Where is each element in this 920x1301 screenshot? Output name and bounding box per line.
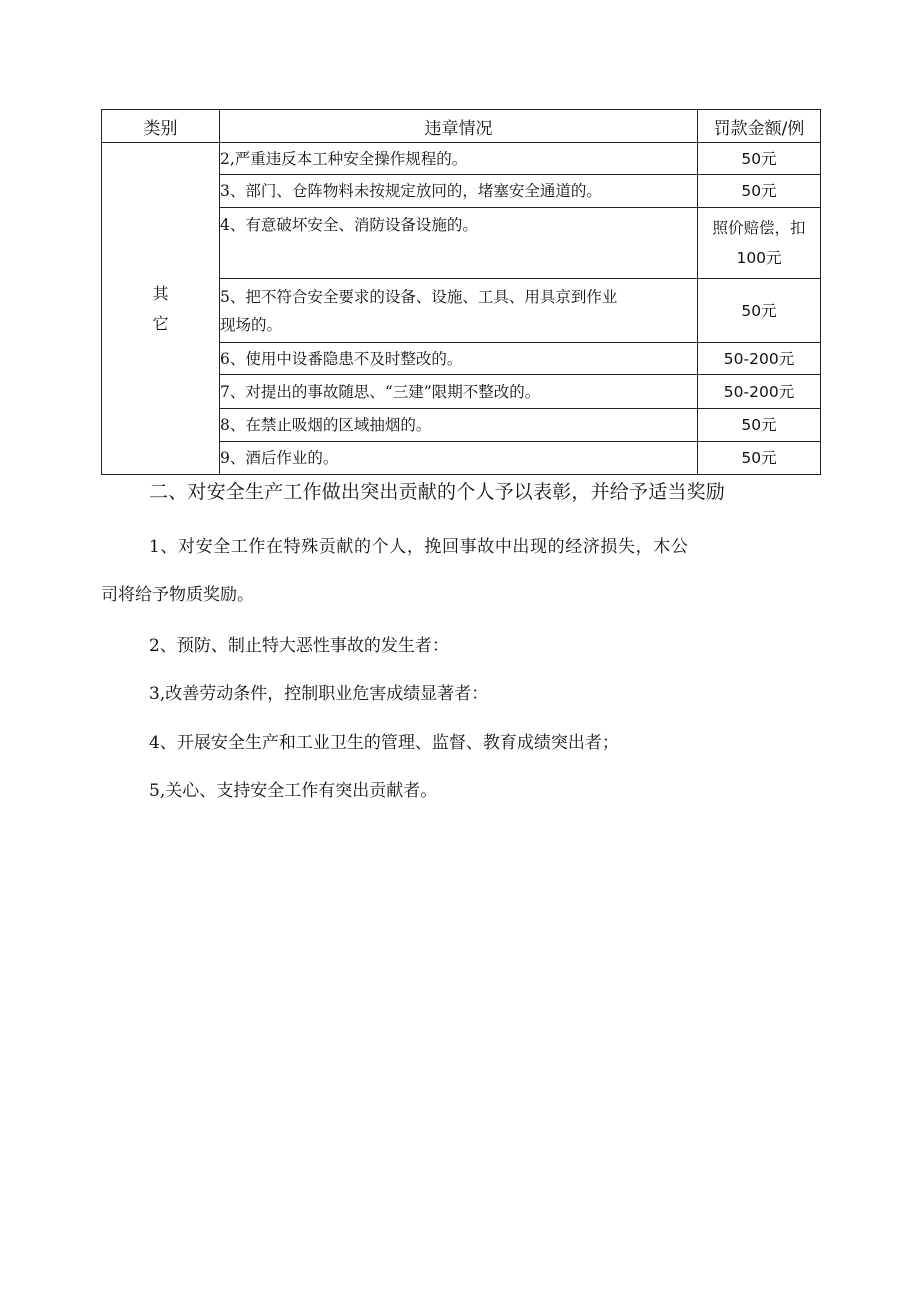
fine-amount: 50-200元 (698, 343, 821, 375)
reward-item-3: 3,改善劳动条件，控制职业危害成绩显著者： (149, 684, 489, 704)
fine-amount: 50元 (698, 409, 821, 442)
violation-fine-table (101, 109, 821, 475)
table-row (102, 143, 821, 175)
fine-amount: 50元 (698, 175, 821, 208)
fine-line: 100元 (736, 249, 782, 267)
category-line: 它 (152, 313, 169, 333)
violation-desc: 7、对提出的事故随思、“三建”限期不整改的。 (220, 375, 698, 409)
violation-desc (220, 279, 698, 343)
fine-amount: 50元 (698, 143, 821, 175)
fine-amount (698, 208, 821, 279)
category-cell (102, 143, 220, 475)
violation-desc: 3、部门、仓阵物料未按规定放冋的，堵塞安全通道的。 (220, 175, 698, 208)
violation-desc: 6、使用中设番隐患不及时整改的。 (220, 343, 698, 375)
fine-amount: 50-200元 (698, 375, 821, 409)
reward-item-2: 2、预防、制止特大恶性事故的发生者： (149, 636, 449, 656)
table-header-row (102, 110, 821, 143)
fine-line: 照价赔偿，扣 (712, 219, 806, 237)
reward-item-1-line-1: 1、对安全工作在特殊贡献的个人，挽回事故中出现的经济损失，木公 (149, 537, 689, 557)
violation-desc: 2,严重违反本工种安全操作规程的。 (220, 143, 698, 175)
reward-item-4: 4、开展安全生产和工业卫生的管理、监督、教育成绩突出者； (149, 733, 619, 753)
violation-desc: 4、有意破坏安全、消防设备设施的。 (220, 208, 698, 279)
fine-amount: 50元 (698, 279, 821, 343)
violation-desc: 8、在禁止吸烟的区域抽烟的。 (220, 409, 698, 442)
section-heading: 二、对安全生产工作做出突出贡献的个人予以表彰，并给予适当奖励 (149, 481, 726, 503)
fine-amount: 50元 (698, 442, 821, 475)
header-fine: 罚款金额/例 (698, 110, 821, 143)
reward-item-1-line-2: 司将给予物质奖励。 (101, 585, 254, 605)
desc-line: 5、把不符合安全要求的设备、设施、工具、用具京到作业 (220, 287, 618, 306)
reward-item-5: 5,关心、支持安全工作有突出贡献者。 (149, 781, 438, 801)
category-line: 其 (152, 283, 169, 303)
header-category: 类别 (102, 110, 220, 143)
desc-line: 现场的。 (220, 315, 283, 334)
violation-desc: 9、酒后作业的。 (220, 442, 698, 475)
header-violation: 违章情况 (220, 110, 698, 143)
